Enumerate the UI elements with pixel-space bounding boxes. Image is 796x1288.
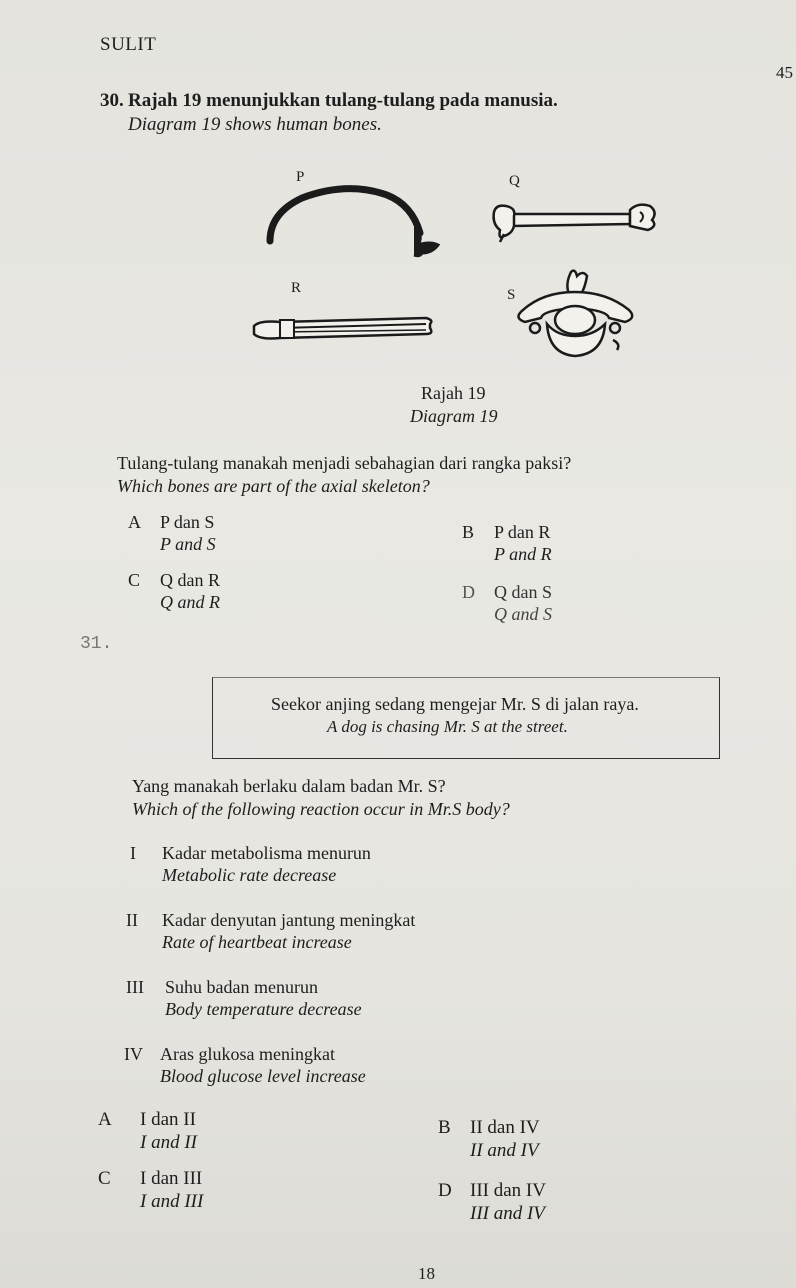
q30-question-en: Which bones are part of the axial skeleton? <box>117 476 430 496</box>
bone-label-p: P <box>296 169 305 185</box>
statement-i-en: Metabolic rate decrease <box>162 865 337 885</box>
q30-number: 30. <box>100 90 124 111</box>
diagram-caption-en: Diagram 19 <box>410 406 498 426</box>
q30-option-d-my[interactable]: Q dan S <box>494 582 552 602</box>
q31-question-my: Yang manakah berlaku dalam badan Mr. S? <box>132 776 446 796</box>
q30-option-c-en[interactable]: Q and R <box>160 592 220 612</box>
paper-code: 45 <box>776 63 793 82</box>
statement-i-my: Kadar metabolisma menurun <box>162 843 371 863</box>
radius-ulna-bone-icon <box>250 314 440 344</box>
q31-scenario-en: A dog is chasing Mr. S at the street. <box>327 717 568 736</box>
q30-option-b-my[interactable]: P dan R <box>494 522 551 542</box>
q31-option-d-en[interactable]: III and IV <box>470 1203 545 1224</box>
q31-option-d-my[interactable]: III dan IV <box>470 1180 546 1201</box>
q31-number: 31. <box>80 634 113 654</box>
vertebra-bone-icon <box>513 270 638 358</box>
q31-option-b-letter: B <box>438 1117 451 1138</box>
statement-roman: III <box>126 977 144 997</box>
q31-option-b-en[interactable]: II and IV <box>470 1140 539 1161</box>
q31-scenario-my: Seekor anjing sedang mengejar Mr. S di jalan raya. <box>271 694 639 714</box>
q31-option-a-en[interactable]: I and II <box>140 1132 197 1153</box>
q31-option-d-letter: D <box>438 1180 452 1201</box>
q30-option-a-my[interactable]: P dan S <box>160 512 215 532</box>
q30-option-d-en[interactable]: Q and S <box>494 604 552 624</box>
q31-option-b-my[interactable]: II dan IV <box>470 1117 540 1138</box>
q30-option-c-my[interactable]: Q dan R <box>160 570 220 590</box>
q30-option-b-letter: B <box>462 522 475 542</box>
statement-roman: IV <box>124 1044 143 1064</box>
statement-iii-my: Suhu badan menurun <box>165 977 318 997</box>
statement-iii-en: Body temperature decrease <box>165 999 362 1019</box>
q30-option-d-letter: D <box>462 582 475 602</box>
q31-option-a-my[interactable]: I dan II <box>140 1109 196 1130</box>
q31-option-c-en[interactable]: I and III <box>140 1191 204 1212</box>
statement-roman: I <box>130 843 136 863</box>
bone-label-s: S <box>507 287 516 303</box>
q30-option-b-en[interactable]: P and R <box>494 544 552 564</box>
q31-option-c-my[interactable]: I dan III <box>140 1168 203 1189</box>
statement-ii-my: Kadar denyutan jantung meningkat <box>162 910 416 930</box>
q30-option-a-en[interactable]: P and S <box>160 534 216 554</box>
rib-bone-icon <box>262 183 452 263</box>
q30-stem-my: Rajah 19 menunjukkan tulang-tulang pada manusia. <box>128 90 558 111</box>
q31-option-c-letter: C <box>98 1168 111 1189</box>
statement-roman: II <box>126 910 138 930</box>
q30-stem-en: Diagram 19 shows human bones. <box>128 114 382 135</box>
q30-option-c-letter: C <box>128 570 141 590</box>
q30-option-a-letter: A <box>128 512 141 532</box>
statement-iv-en: Blood glucose level increase <box>160 1066 366 1086</box>
q31-question-en: Which of the following reaction occur in Mr.S body? <box>132 799 510 819</box>
q30-question-my: Tulang-tulang manakah menjadi sebahagian dari rangka paksi? <box>117 453 572 473</box>
femur-bone-icon <box>490 200 660 245</box>
page-number: 18 <box>418 1264 435 1283</box>
bone-label-r: R <box>291 280 302 296</box>
q31-option-a-letter: A <box>98 1109 112 1130</box>
sulit-label: SULIT <box>100 34 157 55</box>
statement-ii-en: Rate of heartbeat increase <box>162 932 352 952</box>
diagram-caption-my: Rajah 19 <box>421 383 486 403</box>
statement-iv-my: Aras glukosa meningkat <box>160 1044 335 1064</box>
bone-label-q: Q <box>509 173 520 189</box>
